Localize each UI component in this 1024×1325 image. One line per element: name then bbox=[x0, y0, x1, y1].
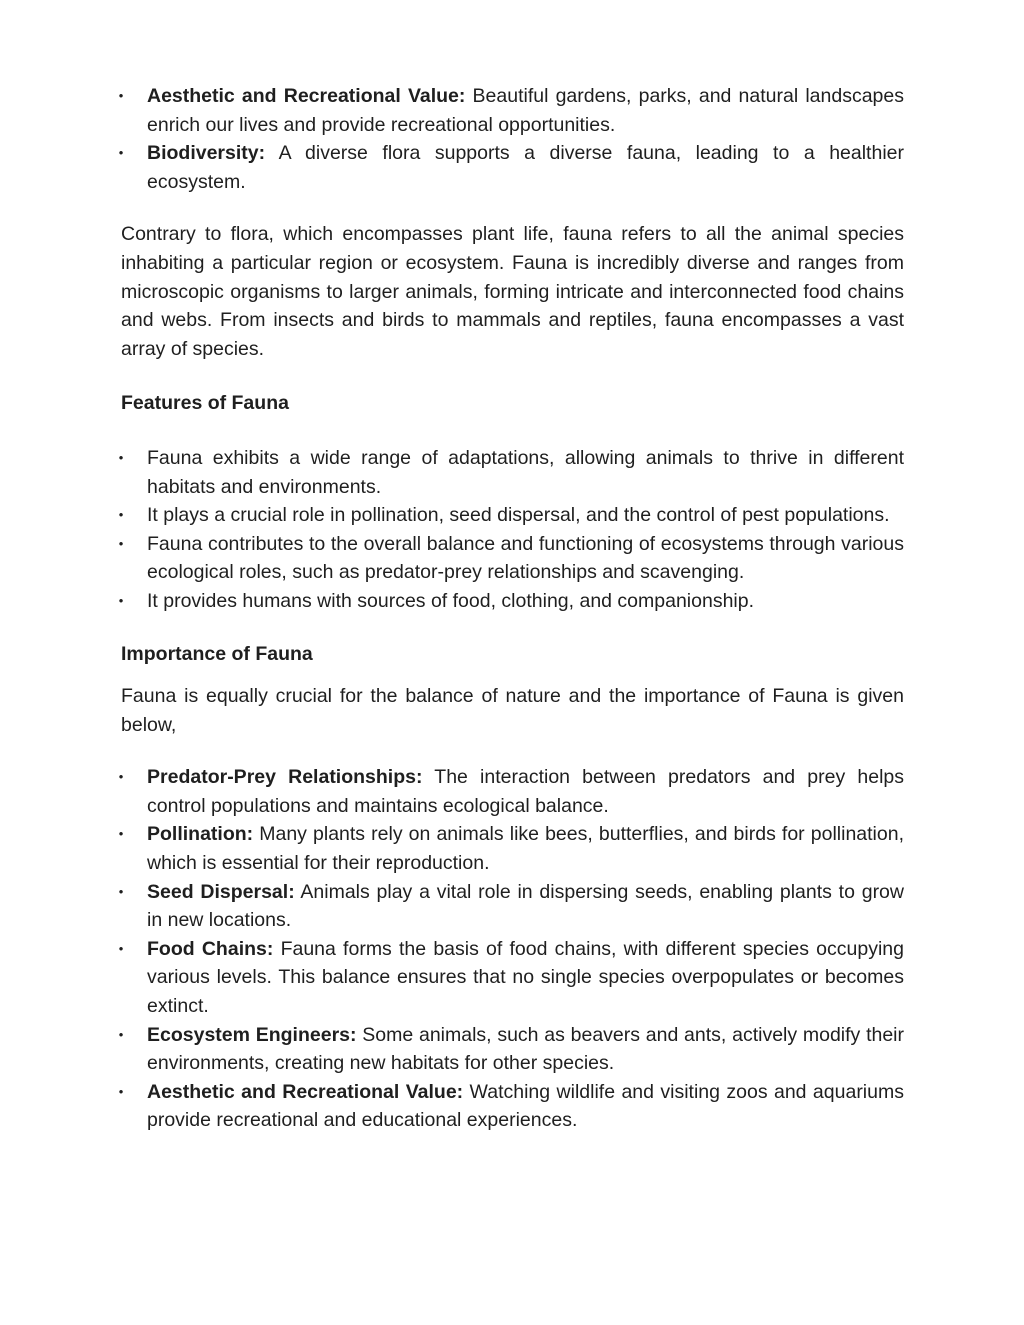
list-item-text: It provides humans with sources of food, clothing, and companionship. bbox=[147, 589, 755, 612]
list-item bbox=[118, 82, 904, 139]
list-item-text: Fauna forms the basis of food chains, with different species occupying various levels. This balance ensures that no single species overpopulates or becomes extinct. bbox=[147, 937, 904, 1018]
list-item-term: Biodiversity: bbox=[147, 142, 266, 165]
list-item bbox=[118, 935, 904, 1021]
list-item bbox=[118, 763, 904, 820]
bullet-icon: • bbox=[118, 940, 124, 956]
list-item-text: Fauna contributes to the overall balance and functioning of ecosystems through various ecological roles, such as predator-prey relationships and scavenging. bbox=[147, 532, 904, 584]
bullet-icon: • bbox=[118, 592, 124, 608]
list-item bbox=[118, 501, 904, 530]
list-item-text: Animals play a vital role in dispersing seeds, enabling plants to grow in new locations. bbox=[147, 880, 904, 932]
list-item bbox=[118, 878, 904, 935]
list-item-term: Aesthetic and Recreational Value: bbox=[147, 1080, 464, 1103]
list-item-text: The interaction between predators and prey helps control populations and maintains ecological balance. bbox=[147, 766, 904, 817]
list-item-text: Fauna exhibits a wide range of adaptations, allowing animals to thrive in different habitats and environments. bbox=[147, 446, 904, 498]
list-item bbox=[118, 530, 904, 587]
bullet-icon: • bbox=[118, 88, 124, 103]
features-heading: Features of Fauna bbox=[121, 392, 289, 415]
list-item-term: Pollination: bbox=[147, 823, 254, 846]
list-item-text: Watching wildlife and visiting zoos and aquariums provide recreational and educational experiences. bbox=[147, 1080, 904, 1132]
bullet-icon: • bbox=[118, 507, 124, 523]
bullet-icon: • bbox=[118, 826, 124, 842]
list-item bbox=[118, 1078, 904, 1135]
bullet-icon: • bbox=[118, 1083, 124, 1099]
importance-intro-paragraph: Fauna is equally crucial for the balance of nature and the importance of Fauna is given below, bbox=[121, 685, 904, 736]
list-item-term: Predator-Prey Relationships: bbox=[147, 766, 423, 789]
fauna-intro-paragraph: Contrary to flora, which encompasses plant life, fauna refers to all the animal species inhabiting a particular region or ecosystem. Fauna is incredibly diverse and ranges from microscopic organisms to larger animals, forming intricate and interconnected food chains and webs. From insects and birds to mammals and reptiles, fauna encompasses a vast array of species. bbox=[121, 223, 904, 360]
list-item-text: Some animals, such as beavers and ants, actively modify their environments, creating new habitats for other species. bbox=[147, 1023, 904, 1075]
bullet-icon: • bbox=[118, 449, 124, 465]
importance-heading: Importance of Fauna bbox=[121, 642, 313, 665]
list-item-text: A diverse flora supports a diverse fauna, leading to a healthier ecosystem. bbox=[147, 142, 904, 193]
list-item bbox=[118, 139, 904, 196]
bullet-icon: • bbox=[118, 1026, 124, 1042]
importance-list bbox=[118, 763, 904, 1135]
list-item bbox=[118, 820, 904, 877]
bullet-icon: • bbox=[118, 535, 124, 551]
bullet-icon: • bbox=[118, 769, 124, 785]
list-item-term: Ecosystem Engineers: bbox=[147, 1023, 357, 1046]
list-item-term: Seed Dispersal: bbox=[147, 880, 295, 903]
list-item-term: Food Chains: bbox=[147, 937, 274, 960]
list-item bbox=[118, 444, 904, 501]
features-list bbox=[118, 444, 904, 616]
list-item-text: Many plants rely on animals like bees, butterflies, and birds for pollination, which is essential for their reproduction. bbox=[147, 823, 904, 875]
flora-benefits-list bbox=[118, 82, 904, 196]
list-item-text: Beautiful gardens, parks, and natural landscapes enrich our lives and provide recreational opportunities. bbox=[147, 85, 904, 136]
list-item-term: Aesthetic and Recreational Value: bbox=[147, 85, 466, 107]
list-item bbox=[118, 587, 904, 616]
bullet-icon: • bbox=[118, 145, 124, 161]
list-item bbox=[118, 1021, 904, 1078]
bullet-icon: • bbox=[118, 883, 124, 899]
list-item-text: It plays a crucial role in pollination, seed dispersal, and the control of pest populations. bbox=[147, 504, 890, 527]
